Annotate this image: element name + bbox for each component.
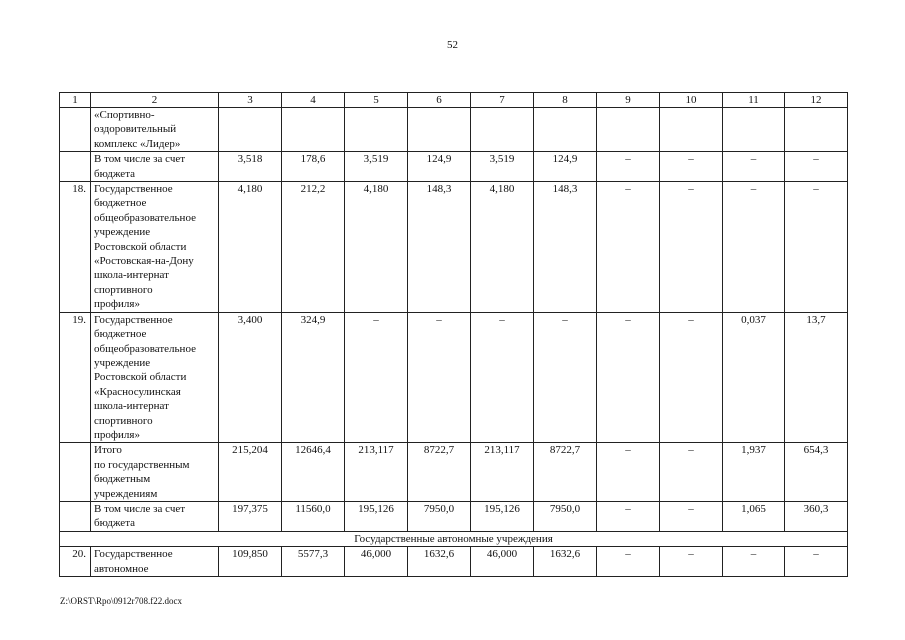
column-number-cell: 9 <box>597 93 660 108</box>
value-cell: 4,180 <box>219 182 282 313</box>
column-number-cell: 2 <box>91 93 219 108</box>
value-cell: 124,9 <box>408 152 471 182</box>
column-number-cell: 1 <box>60 93 91 108</box>
value-cell: 213,117 <box>345 443 408 502</box>
value-cell <box>723 108 785 152</box>
table-row <box>60 312 848 443</box>
value-cell: – <box>597 152 660 182</box>
value-cell: – <box>723 182 785 313</box>
value-cell: – <box>660 182 723 313</box>
value-cell: – <box>534 312 597 443</box>
value-cell: – <box>471 312 534 443</box>
value-cell: 4,180 <box>345 182 408 313</box>
column-number-cell: 5 <box>345 93 408 108</box>
value-cell: 654,3 <box>785 443 848 502</box>
value-cell: 4,180 <box>471 182 534 313</box>
value-cell: – <box>660 312 723 443</box>
value-cell: – <box>345 312 408 443</box>
value-cell: 46,000 <box>345 547 408 577</box>
value-cell: – <box>660 443 723 502</box>
page-number: 52 <box>447 39 458 51</box>
column-number-row <box>60 93 848 108</box>
value-cell: 13,7 <box>785 312 848 443</box>
value-cell: 3,518 <box>219 152 282 182</box>
value-cell: 7950,0 <box>408 501 471 531</box>
column-number-cell: 7 <box>471 93 534 108</box>
value-cell: 124,9 <box>534 152 597 182</box>
institution-name-cell: «Спортивно- оздоровительный комплекс «Лидер» <box>91 108 219 152</box>
institution-name-cell: Государственное бюджетное общеобразовательное учреждение Ростовской области «Красносулинская школа-интернат спортивного профиля» <box>91 312 219 443</box>
value-cell: 197,375 <box>219 501 282 531</box>
section-header-row <box>60 531 848 546</box>
value-cell: – <box>723 152 785 182</box>
value-cell: 360,3 <box>785 501 848 531</box>
value-cell: 11560,0 <box>282 501 345 531</box>
value-cell: 46,000 <box>471 547 534 577</box>
value-cell: – <box>785 152 848 182</box>
row-number-cell: 20. <box>60 547 91 577</box>
value-cell: – <box>597 312 660 443</box>
institution-name-cell: В том числе за счет бюджета <box>91 152 219 182</box>
value-cell: 178,6 <box>282 152 345 182</box>
value-cell: 0,037 <box>723 312 785 443</box>
value-cell: 7950,0 <box>534 501 597 531</box>
value-cell: – <box>597 182 660 313</box>
institution-name-cell: В том числе за счет бюджета <box>91 501 219 531</box>
table-row <box>60 152 848 182</box>
value-cell: 3,519 <box>345 152 408 182</box>
value-cell: 215,204 <box>219 443 282 502</box>
column-number-cell: 8 <box>534 93 597 108</box>
institution-name-cell: Итого по государственным бюджетным учреждениям <box>91 443 219 502</box>
row-number-cell <box>60 108 91 152</box>
value-cell: – <box>660 547 723 577</box>
value-cell: 195,126 <box>471 501 534 531</box>
value-cell <box>660 108 723 152</box>
column-number-cell: 3 <box>219 93 282 108</box>
row-number-cell: 18. <box>60 182 91 313</box>
row-number-cell <box>60 152 91 182</box>
value-cell: – <box>597 547 660 577</box>
table-row <box>60 443 848 502</box>
value-cell: 5577,3 <box>282 547 345 577</box>
value-cell: 148,3 <box>408 182 471 313</box>
data-table <box>59 92 848 577</box>
table-row <box>60 108 848 152</box>
value-cell: 3,400 <box>219 312 282 443</box>
institution-name-cell: Государственное бюджетное общеобразовательное учреждение Ростовской области «Ростовская-на-Дону школа-интернат спортивного профиля» <box>91 182 219 313</box>
value-cell <box>282 108 345 152</box>
column-number-cell: 4 <box>282 93 345 108</box>
row-number-cell <box>60 501 91 531</box>
column-number-cell: 11 <box>723 93 785 108</box>
value-cell: – <box>785 547 848 577</box>
value-cell <box>471 108 534 152</box>
value-cell <box>534 108 597 152</box>
value-cell <box>597 108 660 152</box>
value-cell: – <box>597 501 660 531</box>
value-cell: 324,9 <box>282 312 345 443</box>
value-cell: 12646,4 <box>282 443 345 502</box>
column-number-cell: 6 <box>408 93 471 108</box>
value-cell: 1,065 <box>723 501 785 531</box>
table-row <box>60 547 848 577</box>
value-cell: – <box>723 547 785 577</box>
table-row <box>60 501 848 531</box>
institution-name-cell: Государственное автономное <box>91 547 219 577</box>
value-cell: 1,937 <box>723 443 785 502</box>
table-row <box>60 182 848 313</box>
value-cell <box>785 108 848 152</box>
value-cell: 212,2 <box>282 182 345 313</box>
section-title: Государственные автономные учреждения <box>60 531 848 546</box>
value-cell <box>408 108 471 152</box>
row-number-cell: 19. <box>60 312 91 443</box>
value-cell <box>345 108 408 152</box>
value-cell: – <box>408 312 471 443</box>
value-cell: 1632,6 <box>408 547 471 577</box>
value-cell: – <box>660 152 723 182</box>
value-cell: – <box>660 501 723 531</box>
footer-file-path: Z:\ORST\Rpo\0912r708.f22.docx <box>60 596 182 606</box>
value-cell: – <box>597 443 660 502</box>
value-cell: 8722,7 <box>534 443 597 502</box>
row-number-cell <box>60 443 91 502</box>
column-number-cell: 10 <box>660 93 723 108</box>
value-cell: 195,126 <box>345 501 408 531</box>
value-cell: – <box>785 182 848 313</box>
value-cell <box>219 108 282 152</box>
value-cell: 148,3 <box>534 182 597 313</box>
value-cell: 213,117 <box>471 443 534 502</box>
column-number-cell: 12 <box>785 93 848 108</box>
value-cell: 1632,6 <box>534 547 597 577</box>
value-cell: 109,850 <box>219 547 282 577</box>
value-cell: 3,519 <box>471 152 534 182</box>
value-cell: 8722,7 <box>408 443 471 502</box>
